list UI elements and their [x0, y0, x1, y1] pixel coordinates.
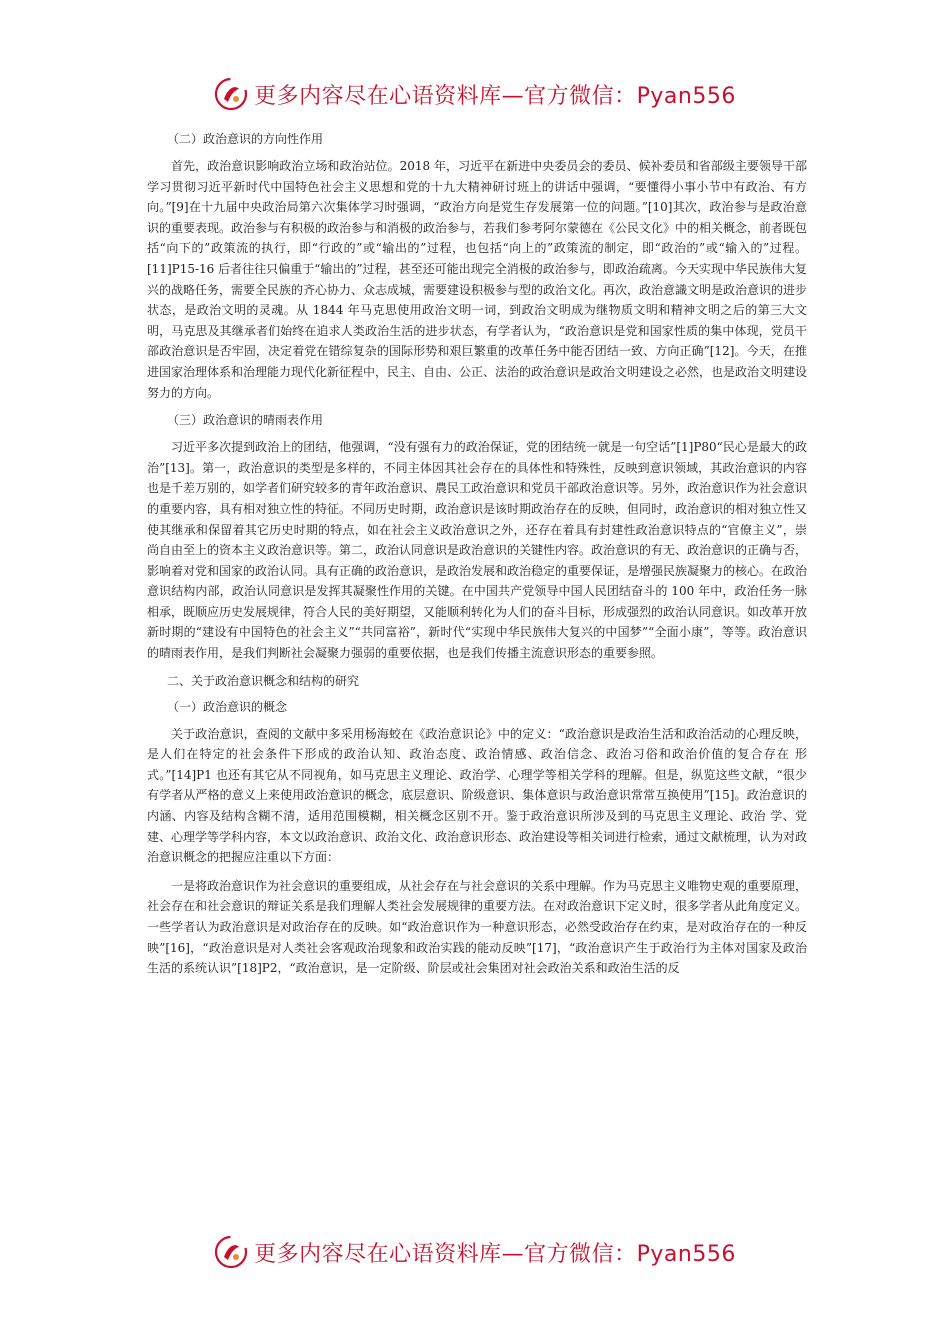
watermark-banner-top	[0, 74, 950, 114]
section-heading: （二）政治意识的方向性作用	[167, 132, 324, 146]
watermark-banner-bottom	[0, 1232, 950, 1272]
document-body	[147, 122, 807, 987]
chapter-heading: 二、关于政治意识概念和结构的研究	[167, 673, 360, 688]
watermark-text: 更多内容尽在心语资料库—官方微信：Pyan556	[254, 1241, 736, 1267]
paragraph: 一是将政治意识作为社会意识的重要组成，从社会存在与社会意识的关系中理解。作为马克思主义唯物史观的重要原理，社会存在和社会意识的辩证关系是我们理解人类社会发展规律的重要方法。在对政治意识下定义时，很多学者从此角度定义。一些学者认为政治意识是对政治存在的反映。如“政治意识作为一种意识形态，必然受政治存在约束，是对政治存在的一种反映”[16]，“政治意识是对人类社会客观政治现象和政治实践的能动反映”[17]，“政治意识产生于政治行为主体对国家及政治生活的系统认识”[18]P2，“政治意识，是一定阶级、阶层或社会集团对社会政治关系和政治生活的反	[147, 878, 808, 976]
section-heading: （三）政治意识的晴雨表作用	[167, 413, 324, 428]
watermark-text: 更多内容尽在心语资料库—官方微信：Pyan556	[254, 83, 736, 109]
paragraph: 首先，政治意识影响政治立场和政治站位。2018 年，习近平在新进中央委员会的委员、候补委员和省部级主要领导干部学习贯彻习近平新时代中国特色社会主义思想和党的十九大精神研讨班上的讲话中强调，“要懂得小事小节中有政治、有方向。”[9]在十九届中央政治局第六次集体学习时强调，“政治方向是党生存发展第一位的问题。”[10]其次，政治参与是政治意识的重要表现。政治参与有积极的政治参与和消极的政治参与，若我们参考阿尔蒙德在《公民文化》中的相关概念，前者既包括“向下的”政策流的执行，即“行政的”或“输出的”过程，也包括“向上的”政策流的制定，即“政治的”或“输入的”过程。[11]P15-16 后者往往只偏重于“输出的”过程，甚至还可能出现完全消极的政治参与，即政治疏离。今天实现中华民族伟大复兴的战略任务，需要全民族的齐心协力、众志成城，需要建设积极参与型的政治文化。再次，政治意識文明是政治意识的进步状态，是政治文明的灵魂。从 1844 年马克思使用政治文明一词，到政治文明成为继物质文明和精神文明之后的第三大文明，马克思及其继承者们始终在追求人类政治生活的进步状态，有学者认为，“政治意识是党和国家性质的集中体现，党员干部政治意识是否牢固，决定着党在错综复杂的国际形势和艰巨繁重的改革任务中能否团结一致、方向正确”[12]。今天，在推进国家治理体系和治理能力现代化新征程中，民主、自由、公正、法治的政治意识是政治文明建设之必然，也是政治文明建设努力的方向。	[147, 159, 808, 400]
paragraph: 关于政治意识，查阅的文献中多采用杨海蛟在《政治意识论》中的定义：“政治意识是政治生活和政治活动的心理反映，是人们在特定的社会条件下形成的政治认知、政治态度、政治情感、政治信念、政治习俗和政治价值的复合存在 形式。”[14]P1 也还有其它从不同视角，如马克思主义理论、政治学、心理学等相关学科的理解。但是，纵览这些文献，“很少有学者从严格的意义上来使用政治意识的概念，底层意识、阶级意识、集体意识与政治意识常常互换使用”[15]。政治意识的内涵、内容及结构含糊不清，适用范围模糊，相关概念区别不开。鉴于政治意识所涉及到的马克思主义理论、政治 学、党建、心理学等学科内容，本文以政治意识、政治文化、政治意识形态、政治建设等相关词进行检索，通过文献梳理，认为对政治意识概念的把握应注重以下方面：	[147, 726, 808, 865]
logo-icon	[214, 77, 248, 111]
paragraph: 习近平多次提到政治上的团结，他强调，“没有强有力的政治保证，党的团结统一就是一句空话”[1]P80“民心是最大的政治”[13]。第一，政治意识的类型是多样的，不同主体因其社会存在的具体性和特殊性，反映到意识领域，其政治意识的内容也是千差万别的，如学者们研究较多的青年政治意识、農民工政治意识和党员干部政治意识等。另外，政治意识作为社会意识的重要内容，具有相对独立性的特征。不同历史时期，政治意识是该时期政治存在的反映，但同时，政治意识的相对独立性又使其继承和保留着其它历史时期的特点，如在社会主义政治意识之外，还存在着具有封建性政治意识特点的“官僚主义”，崇尚自由至上的资本主义政治意识等。第二，政治认同意识是政治意识的关键性内容。政治意识的有无、政治意识的正确与否，影响着对党和国家的政治认同。具有正确的政治意识，是政治发展和政治稳定的重要保证，是增强民族凝聚力的核心。在政治意识结构内部，政治认同意识是发挥其凝聚性作用的关键。在中国共产党领导中国人民团结奋斗的 100 年中，政治任务一脉相承，既顺应历史发展规律，符合人民的美好期望，又能顺利转化为人们的奋斗目标，形成强烈的政治认同意识。如改革开放新时期的“建设有中国特色的社会主义”“共同富裕”，新时代“实现中华民族伟大复兴的中国梦”“全面小康”，等等。政治意识的晴雨表作用，是我们判断社会凝聚力强弱的重要依据，也是我们传播主流意识形态的重要参照。	[147, 440, 808, 661]
logo-icon	[214, 1235, 248, 1269]
section-heading: （一）政治意识的概念	[167, 699, 288, 714]
